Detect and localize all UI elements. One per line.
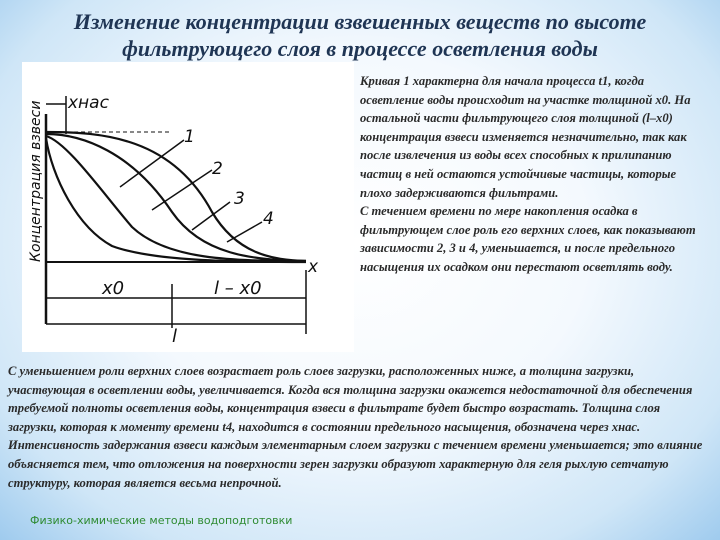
dim-x0-label: x0 [102,278,125,299]
curve-2 [46,134,306,261]
title-line-2: фильтрующего слоя в процессе осветления воды [122,36,598,61]
curve-label-1: 1 [184,127,195,147]
title-line-1: Изменение концентрации взвешенных веществ по высоте [73,9,647,34]
right-paragraph-2: С течением времени по мере накопления осадка в фильтрующем слое роль его верхних слоев, как показывают зависимости 2, 3 и 4, уменьшается, и после предельного насыщения их осадком они перестают осветлять воду. [360,204,696,274]
leader-1 [120,140,184,187]
curve-3 [46,136,306,261]
leader-3 [192,202,230,230]
x-axis-label: x [308,257,319,277]
dim-l-label: l [172,326,178,347]
bottom-paragraph: С уменьшением роли верхних слоев возрастает роль слоев загрузки, расположенных ниже, а толщина загрузки, участвующая в осветлении воды, увеличивается. Когда вся толщина загрузки окажется недостаточной для обеспечения требуемой полноты осветления воды, концентрация взвеси в фильтрате будет быстро возрастать. Толщина слоя загрузки, которая к моменту времени t4, находится в состоянии предельного насыщения, обозначена через xнас. Интенсивность задержания взвеси каждым элементарным слоем загрузки с течением времени уменьшается; это влияние объясняется тем, что отложения на поверхности зерен загрузки образуют характерную для геля рыхлую сетчатую структуру, которая является весьма непрочной. [8,364,703,490]
diagram-svg [22,62,354,352]
dim-l-minus-x0-label: l – x0 [214,278,262,299]
y-axis-label: Концентрация взвеси [28,100,44,262]
bottom-explanation [8,362,712,492]
x-nas-label: xнас [68,93,109,113]
curve-label-4: 4 [263,209,274,229]
curve-4 [46,138,306,262]
concentration-diagram [22,62,354,352]
footer-caption: Физико-химические методы водоподготовки [30,514,293,527]
curve-1 [46,132,306,261]
leader-4 [227,222,262,242]
slide-title [0,8,720,62]
curve-label-2: 2 [212,159,223,179]
right-explanation [360,72,700,277]
leader-2 [152,170,212,210]
curve-label-3: 3 [234,189,245,209]
right-paragraph-1: Кривая 1 характерна для начала процесса t1, когда осветление воды происходит на участке толщиной x0. На остальной части фильтрующего слоя толщиной (l–x0) концентрация взвеси изменяется незначительно, так как после извлечения из воды всех способных к прилипанию частиц в ней остаются устойчивые частицы, которые плохо задерживаются фильтрами. [360,74,691,200]
